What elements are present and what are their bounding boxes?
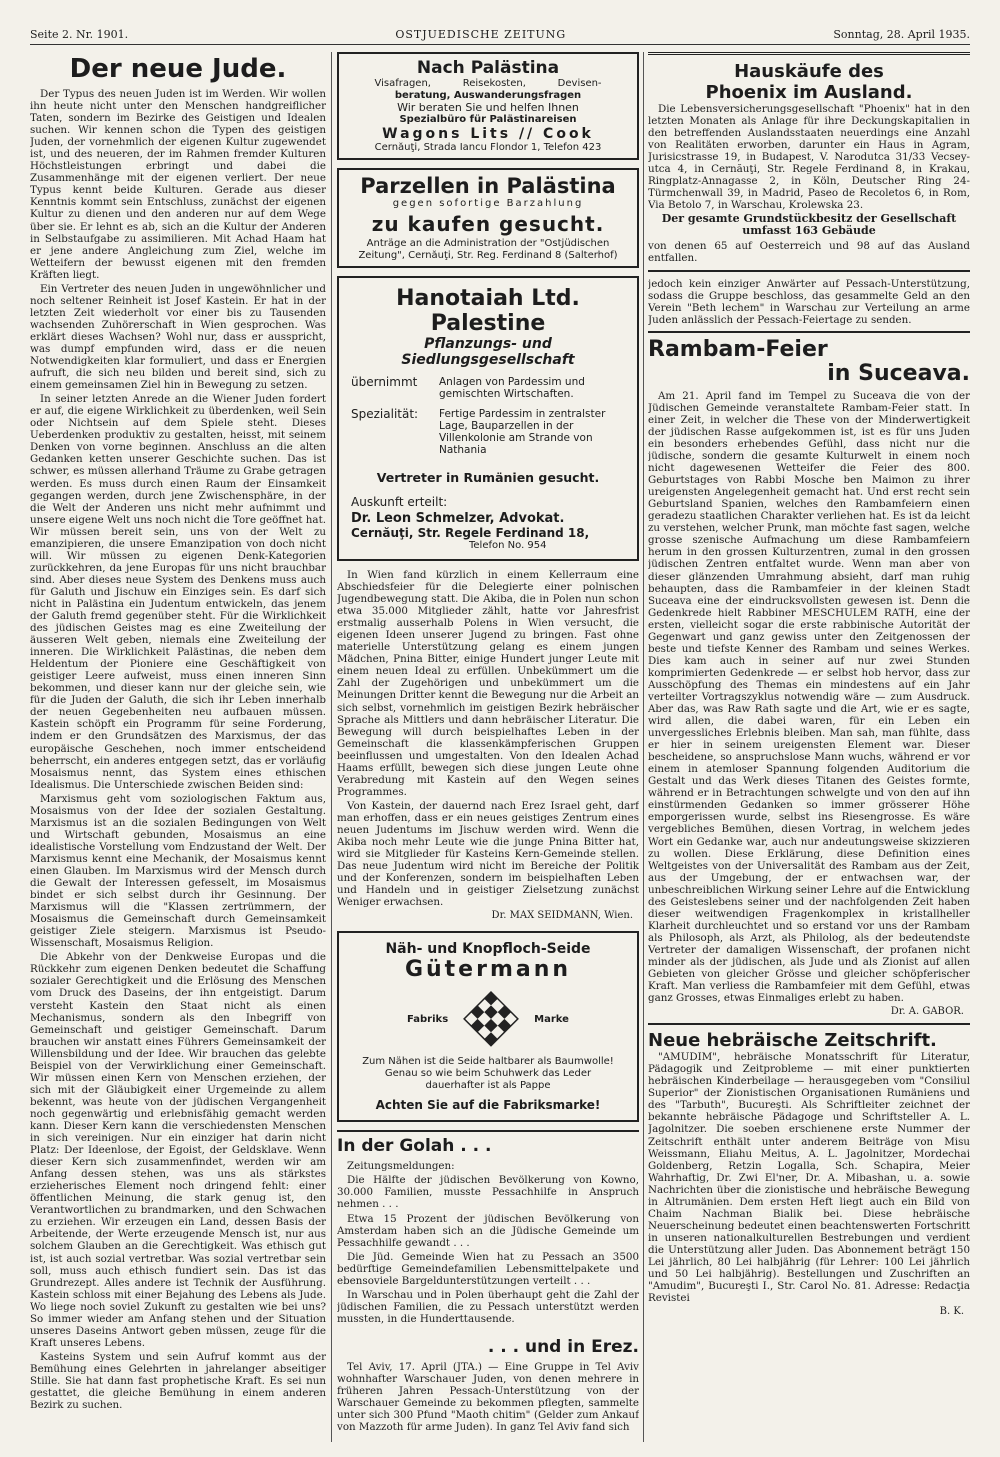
article-title: Phoenix im Ausland. <box>705 82 913 103</box>
paragraph: In Warschau und in Polen überhaupt geht die Zahl der jüdischen Familien, die zu Pessach unterstützt werden mussten, in die Hunderttausende. <box>337 1288 639 1325</box>
paragraph-continued: jedoch kein einziger Anwärter auf Pessach-Unterstützung, sodass die Gruppe beschloss, das gesammelte Geld an den Verein "Beth lechem" in Warschau zur Verteilung an arme Juden anlässlich der Pessach-Feiertage zu senden. <box>648 277 970 326</box>
ad-contact-phone: Telefon No. 954 <box>469 540 547 551</box>
divider <box>648 1023 970 1025</box>
divider <box>648 331 970 333</box>
paragraph: Die Jüd. Gemeinde Wien hat zu Pessach an 3500 bedürftige Gemeindefamilien Lebensmittelpakete und ebensoviele Bargeldunterstützungen verteilt . . . <box>337 1250 639 1287</box>
ad-row-value: Anlagen von Pardessim und gemischten Wirtschaften. <box>439 376 585 400</box>
paragraph: "AMUDIM", hebräische Monatsschrift für Literatur, Pädagogik und Zeitprobleme — mit einer punktierten hebräischen Kinderbeilage — herausgegeben vom "Consiliul Superior" der Zionistischen Organisationen Rumäniens und des "Tarbuth", Bucureşti. Als Schriftleiter zeichnet der bekannte hebräische Pädagoge und Schriftsteller A. L. Jagolnitzer. Die soeben erschienene erste Nummer der Zeitschrift enthält unter anderem Beiträge von Misu Weissmann, Eliahu Meitus, A. L. Jagolnitzer, Mordechai Goldenberg, Retzin Logalla, Sch. Schapira, Meier Wahrhaftig, Dr. Zwi El'ner, Dr. A. Mibashan, u. a. sowie Nachrichten über die zionistische und hebräische Bewegung in Altrumänien. Dem ersten Heft liegt auch ein Bild von Chaim Nachman Bialik bei. Diese hebräische Neuerscheinung bedeutet einen beachtenswerten Fortschritt in unseren nationalkulturellen Bestrebungen und verdient die Unterstützung aller Juden. Das Abonnement beträgt 150 Lei jährlich, 80 Lei halbjährig (für Lehrer: 100 Lei jährlich und 50 Lei halbjährig). Bestellungen und Zuschriften an "Amudim", Bucureşti I., Str. Carol No. 81. Adresse: Redacţia Revistei <box>648 1051 970 1305</box>
ad-row <box>351 376 625 400</box>
ad-hanotaiah <box>337 276 639 561</box>
article-title: Hauskäufe des <box>734 61 884 82</box>
newspaper-name: OSTJUEDISCHE ZEITUNG <box>395 28 567 41</box>
ad-row-value: Fertige Pardessim in zentralster Lage, Bauparzellen in der Villenkolonie am Strande von Nathania <box>439 408 606 456</box>
ad-line: dauerhafter ist als Pappe <box>425 1080 551 1092</box>
paragraph: Tel Aviv, 17. April (JTA.) — Eine Gruppe in Tel Aviv wohnhafter Warschauer Juden, von denen mehrere in früheren Jahren Pessach-Unterstützung von der Warschauer Gemeinde zu bekommen pflegten, sammelte unter sich 300 Pfund "Maoth chitim" (Gelder zum Ankauf von Mazzoth für arme Juden). In ganz Tel Aviv fand sich <box>337 1360 639 1434</box>
ad-text: Anträge an die Administration der "Ostjüdischen Zeitung", Cernăuţi, Str. Reg. Ferdinand 8 (Salterhof) <box>358 238 618 261</box>
column-middle <box>337 52 639 1442</box>
paragraph: Kasteins System und sein Aufruf kommt aus der Bemühung eines Gelehrten in jahrelanger abseitiger Stille. Sie hat dann fast prophetische Kraft. Es sei nun gestattet, die gleiche Bemühung in einem anderen Bezirk zu suchen. <box>30 1350 326 1412</box>
ad-title: Parzellen in Palästina <box>360 174 616 198</box>
ad-line: Visafragen, Reisekosten, Devisen- <box>374 78 602 89</box>
article-phoenix <box>648 52 970 272</box>
ad-title: Nach Palästina <box>416 58 560 78</box>
ad-subtitle: gegen sofortige Barzahlung <box>392 198 584 209</box>
paragraph: Marxismus geht vom soziologischen Faktum aus, Mosaismus von der Idee der sozialen Gestaltung. Marxismus ist an die sozialen Bedingungen von Welt und Wirtschaft gebunden, Mosaismus an eine idealistische Vorstellung vom Endzustand der Welt. Der Marxismus kennt eine Mechanik, der Mosaismus kennt einen Glauben. Im Marxismus wird der Mensch durch die Gewalt der Interessen gefesselt, im Mosaismus bindet er sich selbst durch ihr Gesinnung. Der Marxismus will die "Klassen zertrümmern, der Mosaismus die Gemeinschaft durch Gemeinsamkeit geistiger Ziele steigern. Marxismus ist Pseudo-Wissenschaft, Mosaismus Religion. <box>30 792 326 950</box>
ad-brand-wagons-lits: Wagons Lits // Cook <box>382 126 594 142</box>
column-divider <box>643 52 644 1442</box>
paragraph: Die Abkehr von der Denkweise Europas und die Rückkehr zum eigenen Denken bedeutet die Schaffung sozialer Gerechtigkeit und die Erlösung des Menschen vom Druck des Daseins, der ihn entgeistigt. Darum versteht Kastein den Staat nicht als einen Mechanismus, sondern als den Inbegriff von Gemeinschaft und geistiger Gemeinschaft. Darum brauchen wir anstatt eines Führers Gemeinsamkeit der Willensbildung und der Idee. Wir brauchen das gelebte Beispiel von der Verwirklichung einer Gemeinschaft. Wir müssen einen Kern von Menschen erziehen, der sich mit der Gläubigkeit einer Urgemeinde zu allem bekennt, was heute von der jüdischen Vergangenheit noch gegenwärtig und erlebnisfähig gemacht werden kann. Dieser Kern kann die verschiedensten Menschen in sich vereinigen. Nur ein einziger hat darin nicht Platz: Der Ideenlose, der Egoist, der Geldsklave. Wenn dieser Kern sich zusammenfindet, werden wir am Anfang dessen stehen, was uns als stärkstes erzieherisches Element noch dringend fehlt: einer öffentlichen Meinung, die stark genug ist, den Verantwortlichen zu brandmarken, und den Schwachen zu erziehen. Wir erzeugen ein Land, dessen Basis der Arbeitende, der Werte erzeugende Mensch ist, nur aus solchem Glauben an die Gerechtigkeit. Was ethisch gut ist, ist auch sozial vertretbar. Was sozial vertretbar sein soll, muss auch ethisch fundiert sein. Das ist das Grundrezept. Alles andere ist Technik der Ausführung. Kastein schloss mit einer Bejahung des Lebens als Jude. Wo liege noch soviel Zukunft zu gestalten wie bei uns? So immer wieder am Anfang stehen und der Situation unseres Daseins Antwort geben müssen, zeuge für die Kraft unseres Lebens. <box>30 951 326 1349</box>
ad-title: Hanotaiah Ltd. Palestine <box>396 286 580 336</box>
paragraph: von denen 65 auf Oesterreich und 98 auf das Ausland entfallen. <box>648 239 970 264</box>
ad-subtitle: Siedlungsgesellschaft <box>401 352 575 368</box>
ad-line: Wir beraten Sie und helfen Ihnen <box>397 101 579 114</box>
ad-address: Cernăuţi, Strada Iancu Flondor 1, Telefon 423 <box>374 142 602 153</box>
column-left <box>30 52 326 1442</box>
ad-slogan: Achten Sie auf die Fabriksmarke! <box>375 1098 601 1113</box>
article-signature: Dr. A. GABOR. <box>890 1006 964 1018</box>
section-body-golah <box>337 1160 639 1325</box>
ad-vertreter: Vertreter in Rumänien gesucht. <box>376 470 600 485</box>
trademark-label: Fabriks <box>407 1013 449 1025</box>
ad-row-key: Spezialität: <box>351 407 419 421</box>
ad-row-key: übernimmt <box>351 375 418 389</box>
article-signature: Dr. MAX SEIDMANN, Wien. <box>491 910 633 922</box>
page-header <box>30 28 970 45</box>
ad-parzellen <box>337 168 639 268</box>
article-signature: B. K. <box>939 1306 964 1318</box>
paragraph: Etwa 15 Prozent der jüdischen Bevölkerung von Amsterdam haben sich an die Jüdische Gemeinde um Pessachhilfe gewandt . . . <box>337 1212 639 1249</box>
paragraph: Der Typus des neuen Juden ist im Werden. Wir wollen ihn heute nicht unter den Menschen handgreiflicher Taten, sondern im Bezirke des Geistigen und Idealen suchen. Wir kennen schon die Typen des geistigen Juden, der vornehmlich der eigenen Kultur zugewendet ist, und des neueren, der im Rahmen fremder Kulturen Höchstleistungen erbringt und dabei die Zusammenhänge mit der eigenen verliert. Der neue Typus kennt beide Kulturen. Gerade aus dieser Kenntnis kommt sein Entschluss, zunächst der eigenen Kultur zu dienen und den anderen nur auf dem Wege über sie. Er lehnt es ab, sich an die Kultur der Anderen in Selbstaufgabe zu assimilieren. Mit Achad Haam hat er jene andere Angleichung zum Ziel, welche im Wetteifern der bewusst eigenen mit den fremden Kräften liegt. <box>30 88 326 281</box>
ad-brand-guetermann: Gütermann <box>404 957 572 983</box>
article-title-zeitschrift: Neue hebräische Zeitschrift. <box>648 1030 937 1052</box>
issue-date: Sonntag, 28. April 1935. <box>833 28 970 41</box>
ad-contact-address: Cernăuţi, Str. Regele Ferdinand 18, <box>351 526 590 540</box>
highlight-text: Der gesamte Grundstückbesitz der Gesellschaft umfasst 163 Gebäude <box>661 212 957 238</box>
ad-line: Zum Nähen ist die Seide haltbarer als Baumwolle! <box>362 1056 614 1068</box>
article-body-neue-jude <box>30 88 326 1411</box>
article-title-rambam-sub: in Suceava. <box>827 360 970 386</box>
ad-line: Genau so wie beim Schuhwerk das Leder <box>384 1068 592 1080</box>
article-title-rambam: Rambam-Feier <box>648 336 828 362</box>
paragraph: In Wien fand kürzlich in einem Kellerraum eine Abschiedsfeier für die Delegierte einer polnischen Jugendbewegung statt. Die Akiba, die in Polen nun schon etwa 35.000 Mitglieder zählt, hatte vor Jahresfrist erstmalig ausserhalb Polens in Wien versucht, die eigenen Ideen unserer Jugend zu bringen. Fast ohne materielle Unterstützung gelang es einem jungen Mädchen, Pnina Bitter, einige Hundert junger Leute mit einem neuen Ideal zu erfüllen. Unbekümmert um die Zahl der Zugehörigen und unbekümmert um die Meinungen Dritter kennt die Bewegung nur die Arbeit an sich selbst, vornehmlich im geistigen Bezirk hebräischer Sprache als Mittlers und dann hebräischer Literatur. Die Bewegung will durch beispielhaftes Leben in der Gemeinschaft die klassenkämpferischen Gruppen beeinflussen und umgestalten. Von den Idealen Achad Haams erfüllt, bewegen sich diese jungen Leute ohne Verabredung mit Kastein auf den Wegen seines Programmes. <box>337 569 639 798</box>
ad-title: Näh- und Knopfloch-Seide <box>385 941 591 958</box>
section-title-erez: . . . und in Erez. <box>487 1336 639 1357</box>
paragraph: Von Kastein, der dauernd nach Erez Israel geht, darf man erhoffen, dass er ein neues geistiges Zentrum eines neuen Judentums im Jischuw werden wird. Wenn die Akiba noch mehr Leute wie die junge Pnina Bitter hat, wird sie Mitglieder für Kasteins Kern-Gemeinde stellen. Das neue Judentum wird nicht im Bereiche der Politik und der Konferenzen, sondern im beispielhaften Leben und Handeln und in geistiger Zielsetzung zunächst Weniger erwachsen. <box>337 799 639 909</box>
ad-nach-palaestina <box>337 52 639 160</box>
ad-row <box>351 408 625 456</box>
paragraph: Die Hälfte der jüdischen Bevölkerung von Kowno, 30.000 Familien, musste Pessachhilfe in Anspruch nehmen . . . <box>337 1174 639 1211</box>
page-number: Seite 2. Nr. 1901. <box>30 28 129 41</box>
paragraph: Am 21. April fand im Tempel zu Suceava die von der Jüdischen Gemeinde veranstaltete Rambam-Feier statt. In einer Zeit, in welcher die These von der Minderwertigkeit der jüdischen Rasse aufgekommen ist, ist es für uns Juden ein besonders erhebendes Gefühl, dass nicht nur die jüdische, sondern die gesamte Kulturwelt in einem noch nicht dagewesenen Wetteifer die Feier des 800. Geburtstages von Rabbi Mosche ben Maimon zu ihrer ureigensten Angelegenheit gemacht hat. Und erst recht sein Geburtsland Spanien, welches den Rambamfeiern einen geradezu staatlichen Charakter verliehen hat. Es ist da leicht zu verstehen, welcher Prunk, man möchte fast sagen, welche grosse szenische Aufmachung um diese Rambamfeiern herum in den grossen Kulturzentren, zumal in den grossen jüdischen Zentren entfaltet wurde. Wenn man aber von dieser glänzenden Umrahmung absieht, darf man ruhig behaupten, dass die Rambamfeier in der kleinen Stadt Suceava eine der eindrucksvollsten gewesen ist. Denn die Gedenkrede hielt Rabbiner MESCHULEM RATH, eine der ersten, vielleicht sogar die erste rabbinische Autorität der Gegenwart und ganz gewiss unter den Zeitgenossen der beste und tiefste Kenner des Rambam und seines Werkes. Dies kam auch in seiner auf nur zwei Stunden komprimierten Gedenkrede — er selbst hob hervor, dass zur Ausschöpfung des Themas ein mindestens auf ein Jahr verteilter Vortragszyklus notwendig wäre — zum Ausdruck. Aber das, was Raw Rath sagte und die Art, wie er es sagte, wird allen, die dabei waren, für ein Leben ein unvergessliches Erlebnis bleiben. Man sah, man fühlte, dass er hier in seinem ureigensten Element war. Dieser bescheidene, so anspruchslose Mann wuchs, während er vor einem in atemloser Spannung folgenden Auditorium die Gestalt und das Werk dieses Titanen des Geistes formte, während er in Betrachtungen schwelgte und von den auf ihn einstürmenden Gedanken so immer grösserer Höhe emporgerissen wurde, selbst ins Riesengrosse. Es wäre vergebliches Bemühen, diesen Vortrag, in welchem jedes Wort ein Gedanke war, auch nur andeutungsweise skizzieren zu wollen. Diese Erklärung, diese Definition eines Weltgeistes von der Universalität des Rambam aus der Zeit, aus der Umgebung, der er entwachsen war, der unbeschreiblichen Wirkung seiner Lehre auf die Entwicklung des Geisteslebens seiner und der nachfolgenden Zeit haben dieser weitwendigen Fragenkomplex in kristallheller Klarheit durchleuchtet und so erstand vor uns der Rambam als Philosoph, als Arzt, als Philolog, als der bedeutendste Vertreter der damaligen Wissenschaft, der profanen nicht minder als der jüdischen, als Jude und als Zionist auf allen Gebieten von gleicher Grösse und gleicher schöpferischer Kraft. Man verliess die Rambamfeier mit dem Gefühl, etwas ganz Grosses, etwas Einmaliges erlebt zu haben. <box>648 389 970 1005</box>
article-title-neue-jude: Der neue Jude. <box>69 54 287 84</box>
ad-line: Spezialbüro für Palästinareisen <box>399 114 577 125</box>
ad-line: beratung, Auswanderungsfragen <box>394 90 582 101</box>
paragraph: Die Lebensversicherungsgesellschaft "Phoenix" hat in den letzten Monaten als Anlage für ihre Deckungskapitalien in den betreffenden Auslandsstaaten neuerdings eine Anzahl von Realitäten erworben, darunter ein Haus in Agram, Jurisicstrasse 19, in Budapest, V. Narodutca 31/33 Vecsey-utca 4, in Cernăuţi, Str. Regele Ferdinand 8, in Krakau, Ringplatz-Annagasse 2, in Köln, Deutscher Ring 24-Türmchenwall 39, in Madrid, Paseo de Recoletos 6, in Rom, Via Betolo 7, in Warschau, Krolewska 23. <box>648 103 970 212</box>
trademark <box>345 990 631 1048</box>
paragraph: Zeitungsmeldungen: <box>347 1160 455 1173</box>
ad-contact-name: Dr. Leon Schmelzer, Advokat. <box>351 511 565 526</box>
checkered-diamond-logo-icon <box>462 990 520 1048</box>
section-title-golah: In der Golah . . . <box>337 1130 639 1156</box>
ad-subtitle: Pflanzungs- und <box>424 336 552 352</box>
column-right <box>648 52 970 1442</box>
ad-headline: zu kaufen gesucht. <box>371 212 605 236</box>
trademark-label: Marke <box>534 1013 569 1025</box>
article-akiba <box>337 569 639 921</box>
paragraph: In seiner letzten Anrede an die Wiener Juden fordert er auf, die eigene Wirklichkeit zu überdenken, weil Sein oder Nichtsein auf dem Spiele steht. Dieses Ueberdenken produktiv zu gestalten, heisst, mit seinem Denken von vorne beginnen. Anschluss an die alten Gedanken ketten unserer Geschichte suchen. Das ist schwer, es müssen allerhand Träume zu Grabe getragen werden. Es muss durch einen Raum der Einsamkeit gegangen werden, durch jene Zwischensphäre, in der die Welt der Anderen uns nicht mehr aufnimmt und unsere eigene Welt uns noch nicht die Tore geöffnet hat. Wir müssen bereit sein, uns von der Welt zu emanzipieren, die unsere Emanzipation von doch nicht will. Wir müssen zu eigenen Denk-Kategorien zurückkehren, da jene Europas für uns nicht brauchbar sind. Aber dieses neue System des Denkens muss auch für Galuth und Jischuw ein Einziges sein. Es darf sich nicht in Palästina ein Judentum entwickeln, das jenem der Galuth fremd gegenüber steht. Für die Wirklichkeit des jüdischen Geistes mag es eine Zweiteilung der äusseren Welt geben, niemals eine Zweiteilung der inneren. Die Wirklichkeit Palästinas, die neben dem Heldentum der Pioniere eine Geschäftigkeit von geistiger Leere aufweist, muss einen inneren Sinn bekommen, und dieser kann nur der gleiche sein, wie für die Juden der Galuth, die sich ihr Leben innerhalb der neuen Gegebenheiten neu aufbauen müssen. Kastein schöpft ein Programm für seine Forderung, indem er den Grundsätzen des Marxismus, der das europäische Geschehen, noch immer entscheidend beherrscht, ein anderes entgegen setzt, das er vorläufig Mosaismus nennt, das System eines ethischen Idealismus. Die Unterschiede zwischen Beiden sind: <box>30 393 326 791</box>
column-divider <box>331 52 332 1442</box>
ad-guetermann <box>337 931 639 1122</box>
ad-auskunft: Auskunft erteilt: <box>351 495 448 509</box>
paragraph: Ein Vertreter des neuen Juden in ungewöhnlicher und noch seltener Reinheit ist Josef Kastein. Er hat in der letzten Zeit wiederholt vor einer bis zu Tausenden wachsenden Zuhörerschaft in Wien gesprochen. Was erklärt dieses Wachsen? Wohl nur, dass er ausspricht, was dumpf empfunden wird, dass er die neuen Notwendigkeiten klar formuliert, und dass er Energien aufruft, die sich neu bilden und bereit sind, sich zu einem gemeinsamen Ziel hin in Bewegung zu setzen. <box>30 282 326 392</box>
